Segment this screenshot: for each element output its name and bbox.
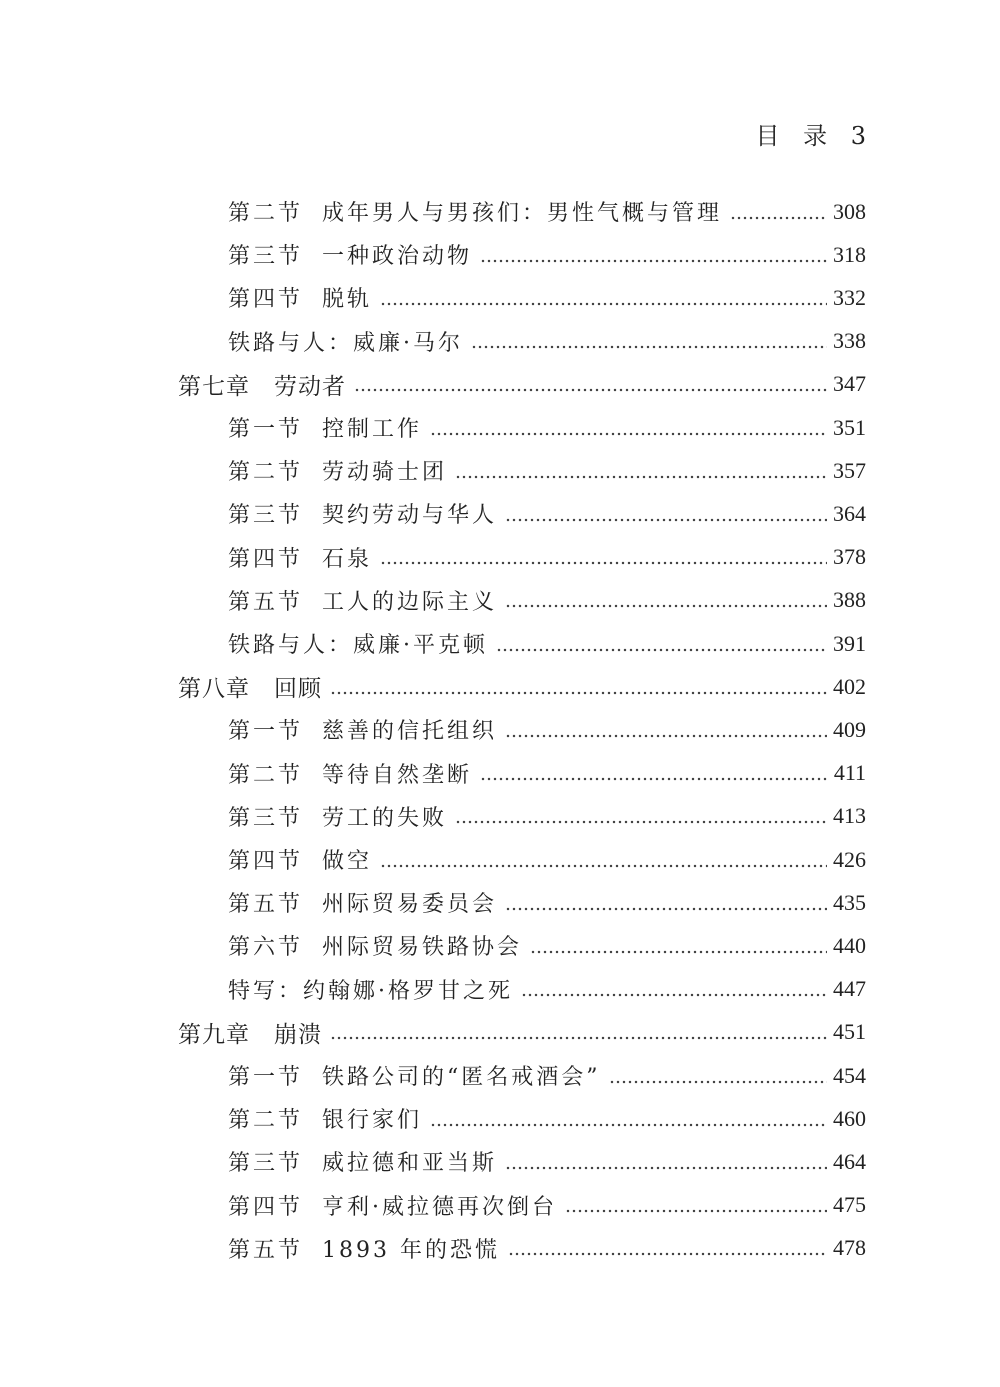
toc-section-entry[interactable] [0, 881, 1000, 924]
toc-section-entry[interactable] [0, 1140, 1000, 1183]
dot-leader [505, 604, 827, 608]
dot-leader [430, 1123, 827, 1127]
dot-leader [380, 302, 827, 306]
toc-section-entry[interactable] [0, 838, 1000, 881]
dot-leader [330, 691, 827, 695]
dot-leader [380, 561, 827, 565]
dot-leader [480, 777, 828, 781]
dot-leader [496, 648, 827, 652]
toc-entry-label: 第一节 [228, 417, 304, 442]
running-header [755, 116, 866, 151]
toc-entry-label: 第九章 [178, 1021, 250, 1048]
toc-entry-page-number: 478 [833, 1235, 866, 1261]
toc-section-entry[interactable] [0, 276, 1000, 319]
toc-entry-page-number: 426 [833, 846, 866, 872]
dot-leader [521, 993, 827, 997]
toc-section-entry[interactable] [0, 622, 1000, 665]
toc-entry-title: 一种政治动物 [322, 244, 473, 270]
toc-entry-title: 铁路公司的“匿名戒酒会” [322, 1065, 601, 1090]
toc-entry-page-number: 308 [833, 198, 866, 224]
toc-entry-title: 控制工作 [322, 417, 423, 442]
toc-entry-title: 亨利·威拉德再次倒台 [322, 1194, 557, 1220]
toc-entry-label: 第七章 [178, 373, 250, 400]
toc-entry-label: 第三节 [228, 1151, 304, 1177]
dot-leader [730, 216, 827, 220]
dot-leader [530, 950, 827, 954]
dot-leader [505, 907, 827, 911]
toc-entry-title: 州际贸易委员会 [322, 892, 498, 918]
toc-entry-title: 特写：约翰娜·格罗甘之死 [228, 978, 513, 1004]
toc-entry-title: 铁路与人：威廉·平克顿 [228, 633, 488, 658]
toc-entry-title: 劳动骑士团 [322, 460, 448, 486]
toc-entry-page-number: 391 [833, 630, 866, 656]
toc-section-entry[interactable] [0, 449, 1000, 492]
toc-entry-page-number: 409 [833, 716, 866, 742]
dot-leader [508, 1252, 827, 1256]
toc-section-entry[interactable] [0, 968, 1000, 1011]
header-title: 目 录 [755, 122, 836, 150]
toc-section-entry[interactable] [0, 492, 1000, 535]
toc-section-entry[interactable] [0, 536, 1000, 579]
dot-leader [330, 1036, 827, 1040]
toc-entry-label: 第一节 [228, 1065, 304, 1090]
toc-entry-title: 崩溃 [274, 1021, 322, 1048]
dot-leader [505, 1166, 827, 1170]
toc-entry-page-number: 460 [833, 1105, 866, 1131]
toc-entry-label: 第一节 [228, 719, 304, 745]
toc-section-entry[interactable] [0, 190, 1000, 233]
toc-entry-label: 第三节 [228, 503, 304, 529]
toc-chapter-entry[interactable] [0, 1011, 1000, 1054]
toc-entry-page-number: 451 [833, 1019, 866, 1045]
dot-leader [354, 388, 827, 392]
toc-entry-label: 第八章 [178, 676, 250, 703]
toc-entry-label: 第三节 [228, 805, 304, 831]
toc-entry-page-number: 332 [833, 284, 866, 310]
toc-entry-title: 威拉德和亚当斯 [322, 1151, 498, 1177]
toc-section-entry[interactable] [0, 1184, 1000, 1227]
toc-entry-label: 第五节 [228, 1237, 304, 1263]
toc-entry-label: 第二节 [228, 762, 304, 788]
header-page-number: 3 [850, 122, 866, 150]
toc-entry-page-number: 475 [833, 1192, 866, 1218]
toc-entry-page-number: 413 [833, 803, 866, 829]
toc-entry-page-number: 318 [833, 241, 866, 267]
toc-entry-page-number: 440 [833, 932, 866, 958]
toc-chapter-entry[interactable] [0, 363, 1000, 406]
dot-leader [455, 820, 827, 824]
dot-leader [455, 475, 827, 479]
toc-entry-page-number: 388 [833, 587, 866, 613]
toc-section-entry[interactable] [0, 752, 1000, 795]
toc-entry-page-number: 435 [833, 889, 866, 915]
toc-entry-title: 劳工的失败 [322, 805, 448, 831]
toc-section-entry[interactable] [0, 1097, 1000, 1140]
toc-entry-title: 铁路与人：威廉·马尔 [228, 330, 463, 356]
toc-entry-title: 契约劳动与华人 [322, 503, 498, 529]
toc-entry-title: 1893 年的恐慌 [322, 1237, 500, 1263]
toc-entry-page-number: 338 [833, 328, 866, 354]
toc-entry-label: 第二节 [228, 460, 304, 486]
toc-entry-title: 做空 [322, 849, 373, 874]
toc-entry-label: 第六节 [228, 935, 304, 961]
toc-entry-title: 州际贸易铁路协会 [322, 935, 523, 961]
dot-leader [609, 1080, 828, 1084]
toc-entry-title: 成年男人与男孩们：男性气概与管理 [322, 201, 723, 226]
toc-section-entry[interactable] [0, 233, 1000, 276]
toc-entry-page-number: 364 [833, 500, 866, 526]
toc-entry-page-number: 347 [833, 371, 866, 397]
toc-section-entry[interactable] [0, 406, 1000, 449]
toc-section-entry[interactable] [0, 1054, 1000, 1097]
toc-entry-page-number: 351 [833, 414, 866, 440]
toc-entry-title: 工人的边际主义 [322, 589, 498, 615]
dot-leader [430, 432, 827, 436]
toc-entry-label: 第四节 [228, 546, 304, 572]
toc-section-entry[interactable] [0, 924, 1000, 967]
toc-entry-page-number: 357 [833, 457, 866, 483]
toc-entry-title: 劳动者 [274, 373, 346, 400]
dot-leader [505, 518, 827, 522]
dot-leader [505, 734, 827, 738]
toc-entry-page-number: 454 [833, 1062, 866, 1088]
toc-entry-title: 脱轨 [322, 287, 373, 313]
toc-entry-title: 回顾 [274, 676, 322, 703]
toc-entry-label: 第四节 [228, 1194, 304, 1220]
toc-chapter-entry[interactable] [0, 665, 1000, 708]
toc-entry-title: 银行家们 [322, 1108, 423, 1134]
dot-leader [480, 259, 827, 263]
dot-leader [380, 864, 827, 868]
dot-leader [565, 1209, 827, 1213]
toc-entry-page-number: 447 [833, 976, 866, 1002]
toc-entry-page-number: 402 [833, 673, 866, 699]
toc-entry-title: 石泉 [322, 546, 373, 572]
toc-entry-title: 等待自然垄断 [322, 762, 473, 788]
toc-section-entry[interactable] [0, 708, 1000, 751]
toc-entry-page-number: 378 [833, 544, 866, 570]
dot-leader [471, 345, 827, 349]
toc-entry-page-number: 411 [833, 760, 866, 786]
toc-entry-label: 第三节 [228, 244, 304, 270]
toc-section-entry[interactable] [0, 320, 1000, 363]
toc-entry-label: 第五节 [228, 589, 304, 615]
toc-entry-label: 第二节 [228, 1108, 304, 1134]
toc-entry-label: 第五节 [228, 892, 304, 918]
toc-section-entry[interactable] [0, 795, 1000, 838]
toc-entry-label: 第二节 [228, 201, 304, 226]
toc-entry-label: 第四节 [228, 287, 304, 313]
toc-entry-title: 慈善的信托组织 [322, 719, 498, 745]
toc-entry-page-number: 464 [833, 1148, 866, 1174]
toc-section-entry[interactable] [0, 579, 1000, 622]
toc-entry-label: 第四节 [228, 849, 304, 874]
toc-section-entry[interactable] [0, 1227, 1000, 1270]
